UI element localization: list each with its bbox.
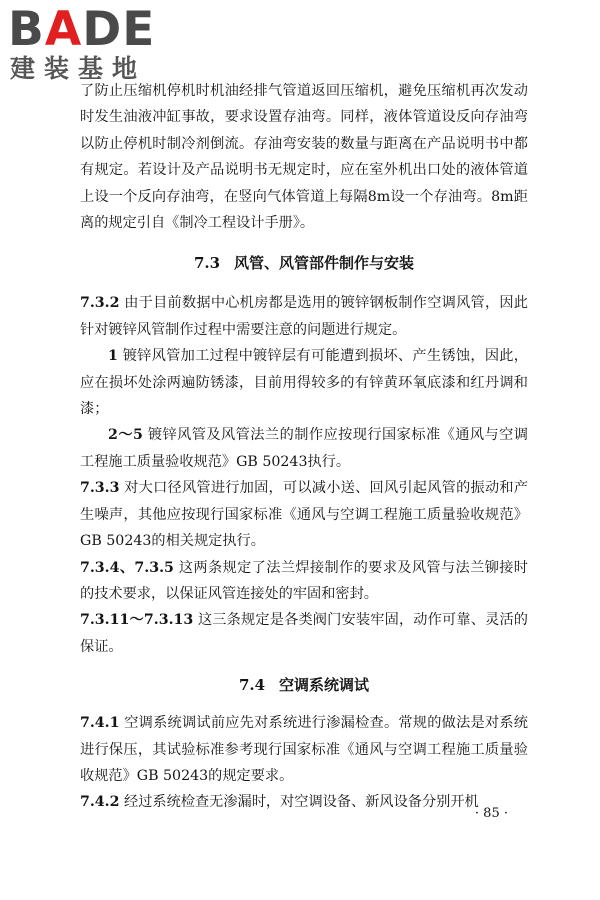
clause-text: 经过系统检查无渗漏时，对空调设备、新风设备分别开机 (124, 794, 479, 811)
clause-7-4-1 (80, 710, 528, 789)
clause-number: 7.3.3 (80, 480, 120, 497)
clause-text: 这三条规定是各类阀门安装牢固，动作可靠、灵活的保证。 (80, 612, 528, 655)
heading-title: 空调系统调试 (279, 676, 370, 695)
heading-number: 7.3 (193, 254, 221, 273)
clause-number: 7.4.2 (80, 794, 120, 811)
item-text: 镀锌风管加工过程中镀锌层有可能遭到损坏、产生锈蚀，因此，应在损坏处涂两遍防锈漆，目前用得较多的有锌黄环氧底漆和红丹调和漆； (80, 348, 528, 418)
clause-7-4-2 (80, 789, 528, 815)
logo-wordmark (8, 4, 155, 56)
logo-letter-a: A (44, 2, 83, 57)
page-number: · 85 · (474, 806, 508, 821)
logo-subtitle: 建装基地 (10, 54, 147, 83)
clause-text: 由于目前数据中心机房都是选用的镀锌钢板制作空调风管，因此针对镀锌风管制作过程中需要注意的问题进行规定。 (80, 295, 528, 338)
heading-number: 7.4 (238, 676, 266, 695)
section-heading-7-4 (80, 672, 528, 698)
logo-letters-de: DE (82, 2, 156, 57)
item-number: 2～5 (108, 427, 143, 444)
item-text: 镀锌风管及风管法兰的制作应按现行国家标准《通风与空调工程施工质量验收规范》GB 50243执行。 (80, 427, 528, 470)
clause-7-3-4-5 (80, 555, 528, 608)
item-1 (80, 343, 528, 422)
clause-7-3-2 (80, 290, 528, 343)
clause-text: 这两条规定了法兰焊接制作的要求及风管与法兰铆接时的技术要求，以保证风管连接处的牢固和密封。 (80, 559, 528, 602)
clause-text: 对大口径风管进行加固，可以减小送、回风引起风管的振动和产生噪声，其他应按现行国家标准《通风与空调工程施工质量验收规范》GB 50243的相关规定执行。 (80, 480, 528, 550)
clause-7-3-3 (80, 475, 528, 554)
page-content (80, 78, 528, 816)
intro-paragraph: 了防止压缩机停机时机油经排气管道返回压缩机，避免压缩机再次发动时发生油液冲缸事故，要求设置存油弯。同样，液体管道设反向存油弯以防止停机时制冷剂倒流。存油弯安装的数量与距离在产品说明书中都有规定。若设计及产品说明书无规定时，应在室外机出口处的液体管道上设一个反向存油弯，在竖向气体管道上每隔8m设一个存油弯。8m距离的规定引自《制冷工程设计手册》。 (80, 83, 528, 232)
clause-number: 7.3.11～7.3.13 (80, 612, 194, 629)
clause-7-3-11-13 (80, 607, 528, 660)
section-heading-7-3 (80, 250, 528, 276)
heading-title: 风管、风管部件制作与安装 (234, 254, 415, 273)
brand-logo (6, 4, 178, 84)
clause-number: 7.3.4、7.3.5 (80, 559, 174, 576)
logo-letter-b: B (8, 2, 45, 57)
item-number: 1 (108, 348, 118, 365)
clause-number: 7.3.2 (80, 295, 120, 312)
item-2-5 (80, 422, 528, 475)
clause-number: 7.4.1 (80, 715, 120, 732)
clause-text: 空调系统调试前应先对系统进行渗漏检查。常规的做法是对系统进行保压，其试验标准参考现行国家标准《通风与空调工程施工质量验收规范》GB 50243的规定要求。 (80, 715, 528, 784)
